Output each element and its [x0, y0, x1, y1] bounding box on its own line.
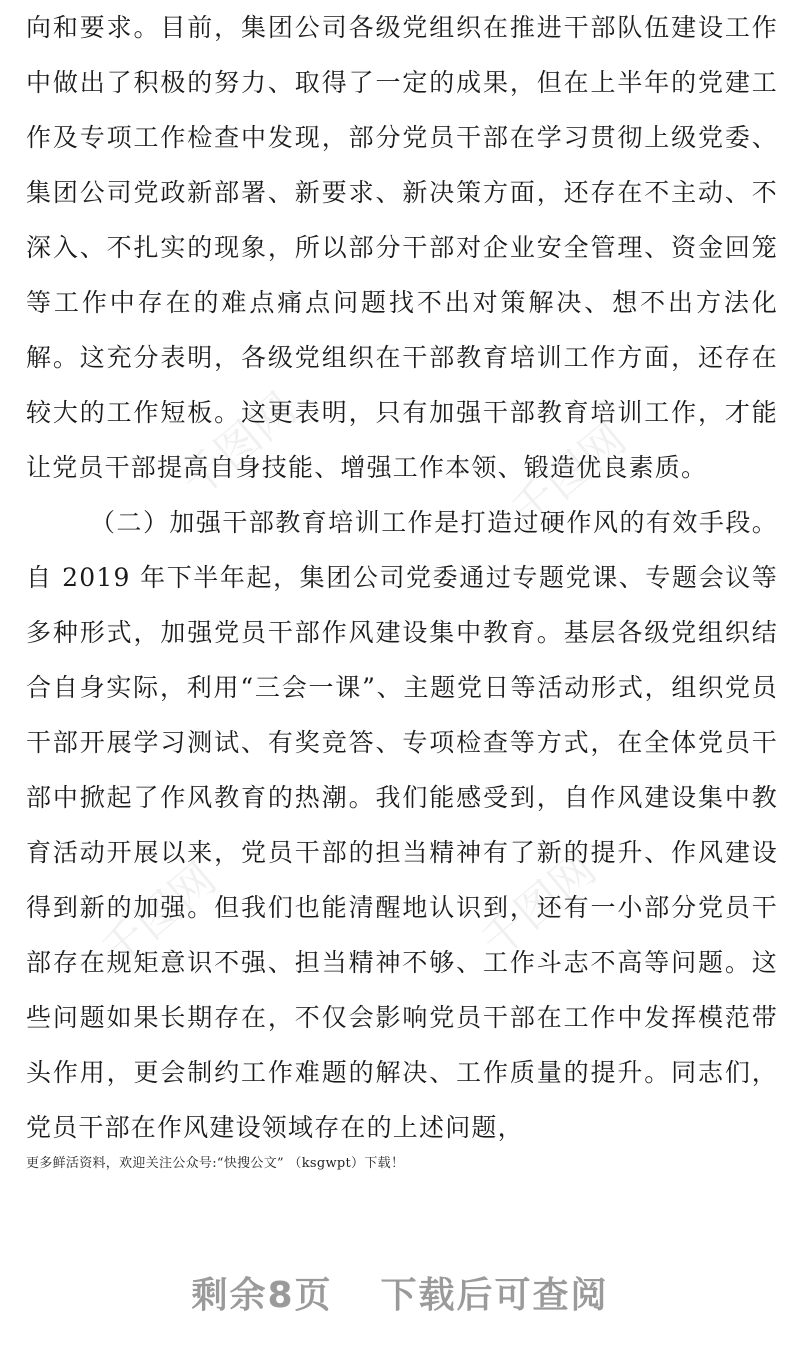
download-banner[interactable] [0, 1262, 800, 1322]
paragraph-1: 向和要求。目前，集团公司各级党组织在推进干部队伍建设工作中做出了积极的努力、取得了一定的成果，但在上半年的党建工作及专项工作检查中发现，部分党员干部在学习贯彻上级党委、集团公司党政新部署、新要求、新决策方面，还存在不主动、不深入、不扎实的现象，所以部分干部对企业安全管理、资金回笼等工作中存在的难点痛点问题找不出对策解决、想不出方法化解。这充分表明，各级党组织在干部教育培训工作方面，还存在较大的工作短板。这更表明，只有加强干部教育培训工作，才能让党员干部提高自身技能、增强工作本领、锻造优良素质。 [26, 13, 778, 482]
watermark: 千图网 [471, 843, 606, 968]
watermark: 千图网 [91, 853, 226, 978]
watermark: 千图网 [171, 383, 306, 508]
paragraph-2: （二）加强干部教育培训工作是打造过硬作风的有效手段。自 2019 年下半年起，集团公司党委通过专题党课、专题会议等多种形式，加强党员干部作风建设集中教育。基层各级党组织结合自身实际，利用“三会一课”、主题党日等活动形式，组织党员干部开展学习测试、有奖竞答、专项检查等方式，在全体党员干部中掀起了作风教育的热潮。我们能感受到，自作风建设集中教育活动开展以来，党员干部的担当精神有了新的提升、作风建设得到新的加强。但我们也能清醒地认识到，还有一小部分党员干部存在规矩意识不强、担当精神不够、工作斗志不高等问题。这些问题如果长期存在，不仅会影响党员干部在工作中发挥模范带头作用，更会制约工作难题的解决、工作质量的提升。同志们，党员干部在作风建设领域存在的上述问题， [26, 508, 778, 1142]
download-to-view-label[interactable]: 下载后可查阅 [380, 1274, 609, 1316]
document-body [26, 0, 778, 1155]
remaining-pages-label[interactable]: 剩余8页 [191, 1274, 333, 1316]
footer-note: 更多鲜活资料，欢迎关注公众号:“快搜公文” （ksgwpt）下载！ [26, 1156, 405, 1171]
watermark: 千图网 [501, 413, 636, 538]
